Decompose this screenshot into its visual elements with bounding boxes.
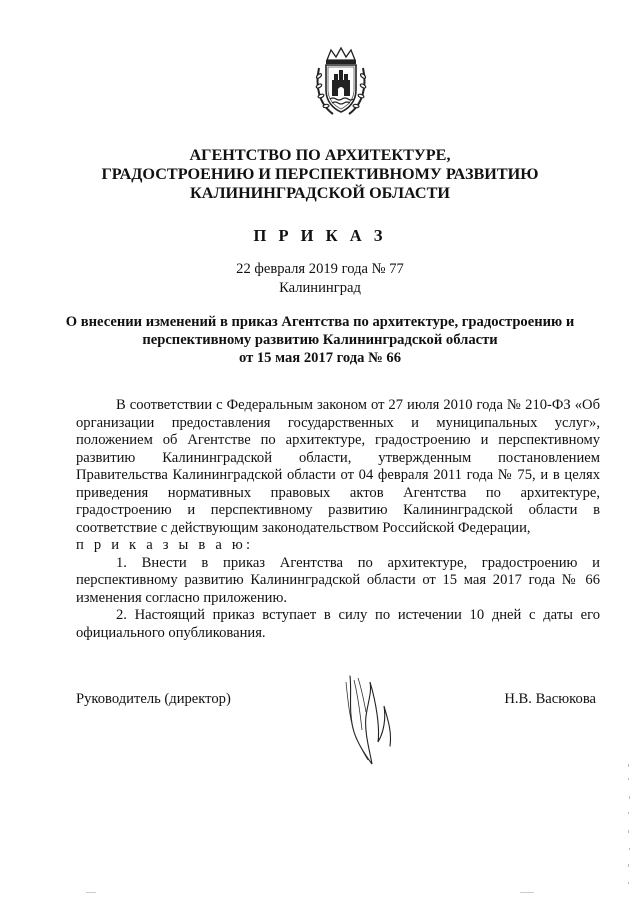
order-body — [76, 397, 600, 642]
agency-name — [60, 146, 580, 203]
kaliningrad-coat-of-arms-icon — [313, 46, 369, 118]
order-word: п р и к а з ы в а ю: — [76, 537, 254, 553]
scan-edge-marks — [626, 760, 632, 900]
signer-position: Руководитель (директор) — [76, 691, 231, 707]
signer-name: Н.В. Васюкова — [504, 691, 596, 707]
subject-line: О внесении изменений в приказ Агентства по архитектуре, градостроению и — [65, 314, 575, 330]
handwritten-signature-icon — [336, 672, 406, 772]
preamble-paragraph: В соответствии с Федеральным законом от 27 июля 2010 года № 210-ФЗ «Об организации предоставления государственных и муниципальных услуг», положением об Агентстве по архитектуре, градостроению и перспективному развитию Калининградской области, утвержденным постановлением Правительства Калининградской области от 04 февраля 2011 года № 75, и в целях приведения нормативных правовых актов Агентства по архитектуре, градостроению и перспективному развитию Калининградской области в соответствие с действующим законодательством Российской Федерации, — [76, 397, 600, 536]
order-subject — [60, 313, 580, 367]
document-type-title: П Р И К А З — [253, 226, 387, 245]
date-number: 22 февраля 2019 года № 77 — [236, 261, 404, 277]
date-and-place — [60, 260, 580, 298]
scan-bottom-marks — [80, 890, 560, 896]
agency-line: ГРАДОСТРОЕНИЮ И ПЕРСПЕКТИВНОМУ РАЗВИТИЮ — [101, 165, 539, 183]
agency-line: АГЕНТСТВО ПО АРХИТЕКТУРЕ, — [189, 146, 451, 164]
subject-line: перспективному развитию Калининградской области — [142, 332, 498, 348]
city: Калининград — [279, 280, 361, 296]
agency-line: КАЛИНИНГРАДСКОЙ ОБЛАСТИ — [190, 184, 450, 202]
subject-line: от 15 мая 2017 года № 66 — [238, 350, 402, 366]
order-item-2: 2. Настоящий приказ вступает в силу по истечении 10 дней с даты его официального опубликования. — [76, 607, 600, 641]
order-item-1: 1. Внести в приказ Агентства по архитектуре, градостроению и перспективному развитию Калининградской области от 15 мая 2017 года № 66 изменения согласно приложению. — [76, 554, 600, 606]
